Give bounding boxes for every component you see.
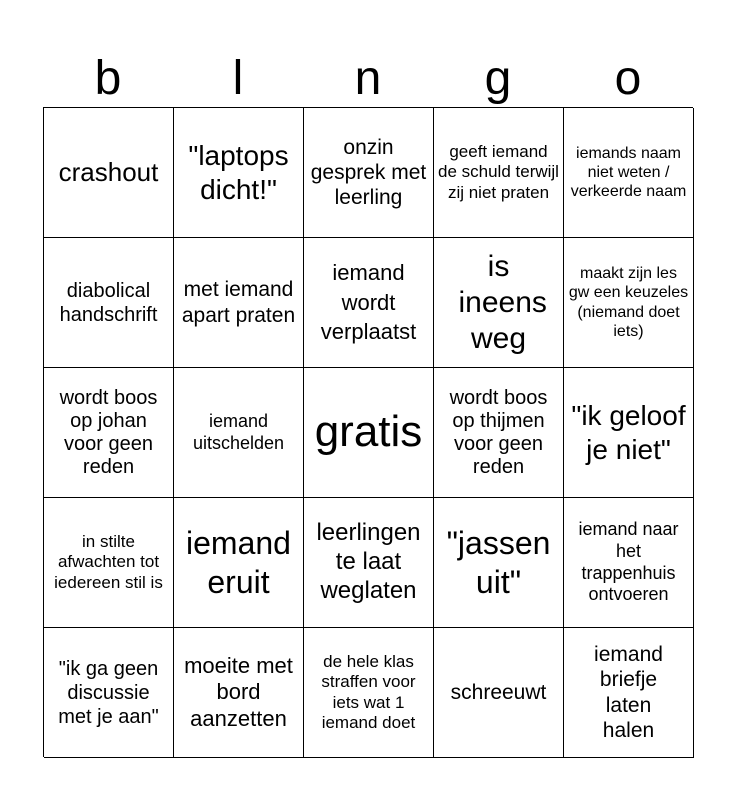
bingo-cell-r2c5[interactable] <box>564 238 694 368</box>
cell-text: crashout <box>58 156 159 187</box>
bingo-cell-r1c4[interactable] <box>434 108 564 238</box>
bingo-cell-r5c1[interactable] <box>44 628 174 758</box>
cell-text: wordt boos op johan voor geen reden <box>59 386 158 478</box>
header-letter-n: n <box>354 52 382 105</box>
bingo-cell-r5c3[interactable] <box>304 628 434 758</box>
bingo-cell-r2c3[interactable] <box>304 238 434 368</box>
cell-text: iemand eruit <box>186 525 291 600</box>
bingo-cell-r5c5[interactable] <box>564 628 694 758</box>
bingo-cell-r4c2[interactable] <box>174 498 304 628</box>
bingo-cell-r4c3[interactable] <box>304 498 434 628</box>
bingo-cell-r1c5[interactable] <box>564 108 694 238</box>
bingo-cell-r2c2[interactable] <box>174 238 304 368</box>
bingo-cell-r3c2[interactable] <box>174 368 304 498</box>
bingo-cell-r5c4[interactable] <box>434 628 564 758</box>
header-letter-o: o <box>614 52 642 105</box>
bingo-cell-r4c1[interactable] <box>44 498 174 628</box>
bingo-cell-r3c5[interactable] <box>564 368 694 498</box>
header-letter-b: b <box>94 52 122 105</box>
bingo-cell-r1c1[interactable] <box>44 108 174 238</box>
cell-text: "ik geloof je niet" <box>571 399 686 465</box>
cell-text: iemands naam niet weten / verkeerde naam <box>570 144 687 201</box>
cell-text: iemand uitschelden <box>192 410 285 453</box>
bingo-cell-r4c4[interactable] <box>434 498 564 628</box>
header-letter-g: g <box>484 52 512 105</box>
cell-text: wordt boos op thijmen voor geen reden <box>449 386 548 478</box>
bingo-header <box>43 52 693 106</box>
cell-text: iemand naar het trappenhuis ontvoeren <box>578 519 679 605</box>
cell-text: iemand wordt verplaatst <box>320 259 417 345</box>
cell-text: iemand briefje laten halen <box>594 643 663 742</box>
cell-text: onzin gesprek met leerling <box>310 135 427 210</box>
cell-text: geeft iemand de schuld terwijl zij niet praten <box>438 141 559 202</box>
bingo-cell-r2c1[interactable] <box>44 238 174 368</box>
cell-text: schreeuwt <box>450 680 547 704</box>
cell-text: moeite met bord aanzetten <box>184 652 293 731</box>
cell-text: "laptops dicht!" <box>188 139 289 205</box>
cell-text: "jassen uit" <box>446 525 551 600</box>
bingo-cell-r5c2[interactable] <box>174 628 304 758</box>
cell-text: de hele klas straffen voor iets wat 1 iemand doet <box>321 651 416 732</box>
bingo-cell-r1c2[interactable] <box>174 108 304 238</box>
bingo-grid <box>43 107 693 757</box>
bingo-cell-r4c5[interactable] <box>564 498 694 628</box>
bingo-cell-r2c4[interactable] <box>434 238 564 368</box>
cell-text: met iemand apart praten <box>181 278 296 327</box>
cell-text: leerlingen te laat weglaten <box>316 519 421 604</box>
bingo-cell-r1c3[interactable] <box>304 108 434 238</box>
cell-text: "ik ga geen discussie met je aan" <box>58 657 159 728</box>
cell-text: gratis <box>314 407 423 457</box>
bingo-cell-r3c3[interactable] <box>304 368 434 498</box>
cell-text: is ineens weg <box>458 249 547 355</box>
cell-text: diabolical handschrift <box>59 279 158 326</box>
bingo-cell-r3c1[interactable] <box>44 368 174 498</box>
bingo-cell-r3c4[interactable] <box>434 368 564 498</box>
cell-text: maakt zijn les gw een keuzeles (niemand doet iets) <box>568 265 689 340</box>
header-letter-i: l <box>232 52 244 105</box>
cell-text: in stilte afwachten tot iedereen stil is <box>54 531 163 592</box>
